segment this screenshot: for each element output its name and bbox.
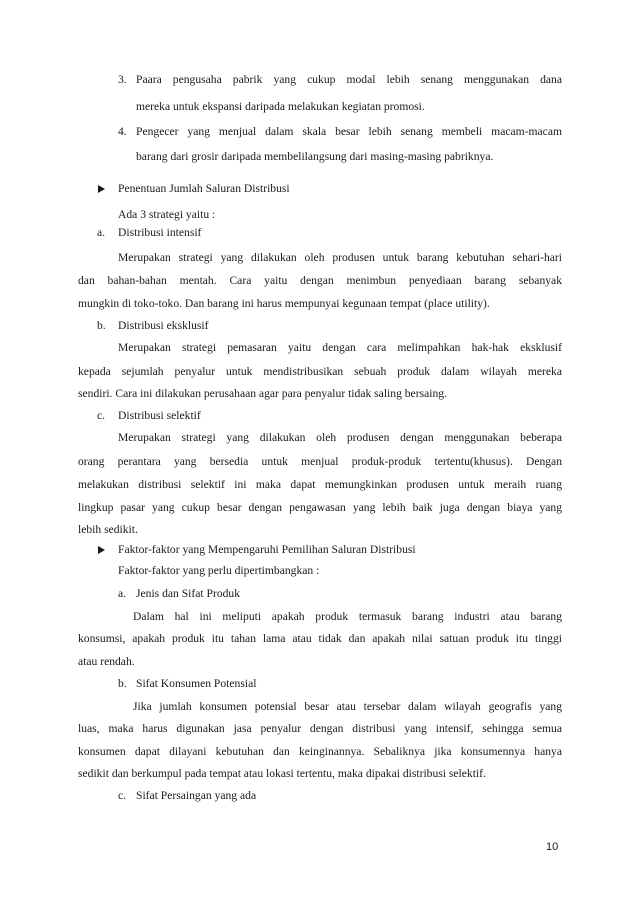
- section-1-item-a-line-2: dan bahan-bahan mentah. Cara yaitu dengan menimbun penyediaan barang sebanyak: [78, 274, 562, 287]
- section-2-item-a-line-2: konsumsi, apakah produk itu tahan lama atau tidak dan apakah nilai satuan produk itu tinggi: [78, 632, 562, 645]
- arrow-bullet-icon: [98, 546, 105, 554]
- section-2-item-b-line-3: konsumen dapat dilayani kebutuhan dan keinginannya. Sebaliknya jika konsumennya hanya: [78, 745, 562, 758]
- section-1-item-c-line-5: lebih sedikit.: [78, 523, 138, 536]
- section-2-item-b-letter: b.: [118, 677, 127, 690]
- list-number-4: 4.: [118, 125, 127, 138]
- section-2-item-b-title: Sifat Konsumen Potensial: [136, 677, 257, 690]
- section-1-item-b-title: Distribusi eksklusif: [118, 319, 209, 332]
- section-1-item-c-letter: c.: [97, 409, 106, 422]
- list-item-3-line-2: mereka untuk ekspansi daripada melakukan kegiatan promosi.: [136, 100, 425, 113]
- section-1-heading: Penentuan Jumlah Saluran Distribusi: [98, 181, 290, 197]
- list-number-3: 3.: [118, 73, 127, 86]
- section-2-item-a-line-3: atau rendah.: [78, 655, 135, 668]
- section-1-item-c-line-1: Merupakan strategi yang dilakukan oleh produsen dengan menggunakan beberapa: [118, 431, 562, 444]
- section-2-intro: Faktor-faktor yang perlu dipertimbangkan :: [118, 564, 320, 577]
- section-2-heading: Faktor-faktor yang Mempengaruhi Pemilihan Saluran Distribusi: [98, 542, 416, 558]
- section-1-item-c-line-4: lingkup pasar yang cukup besar dengan pengawasan yang lebih baik juga dengan biaya yang: [78, 501, 562, 514]
- section-2-item-b-line-4: sedikit dan berkumpul pada tempat atau lokasi tertentu, maka dipakai distribusi selektif.: [78, 767, 486, 780]
- section-1-item-c-line-2: orang perantara yang bersedia untuk menjual produk-produk tertentu(khusus). Dengan: [78, 455, 562, 468]
- list-item-4-line-1: Pengecer yang menjual dalam skala besar lebih senang membeli macam-macam: [136, 125, 562, 138]
- section-1-item-a-line-1: Merupakan strategi yang dilakukan oleh produsen untuk barang kebutuhan sehari-hari: [118, 251, 562, 264]
- section-2-item-b-line-1: Jika jumlah konsumen potensial besar atau tersebar dalam wilayah geografis yang: [133, 700, 562, 713]
- section-2-item-c-letter: c.: [118, 789, 127, 802]
- list-item-4-line-2: barang dari grosir daripada membelilangsung dari masing-masing pabriknya.: [136, 150, 494, 163]
- list-item-3-line-1: Paara pengusaha pabrik yang cukup modal lebih senang menggunakan dana: [136, 73, 562, 86]
- section-1-item-c-title: Distribusi selektif: [118, 409, 201, 422]
- section-2-item-c-title: Sifat Persaingan yang ada: [136, 789, 257, 802]
- section-1-item-a-title: Distribusi intensif: [118, 226, 202, 239]
- section-1-item-b-letter: b.: [97, 319, 106, 332]
- section-1-item-a-line-3: mungkin di toko-toko. Dan barang ini harus mempunyai kegunaan tempat (place utility).: [78, 297, 490, 310]
- page-number: 10: [546, 841, 559, 853]
- section-2-item-a-line-1: Dalam hal ini meliputi apakah produk termasuk barang industri atau barang: [133, 610, 562, 623]
- section-1-item-b-line-3: sendiri. Cara ini dilakukan perusahaan agar para penyalur tidak saling bersaing.: [78, 387, 447, 400]
- section-1-item-a-letter: a.: [97, 226, 106, 239]
- section-1-item-b-line-2: kepada sejumlah penyalur untuk mendistribusikan sebuah produk dalam wilayah mereka: [78, 365, 562, 378]
- section-2-item-a-letter: a.: [118, 587, 127, 600]
- section-2-item-a-title: Jenis dan Sifat Produk: [136, 587, 241, 600]
- arrow-bullet-icon: [98, 185, 105, 193]
- section-2-item-b-line-2: luas, maka harus digunakan jasa penyalur dengan distribusi yang intensif, sehingga semua: [78, 722, 562, 735]
- section-1-item-c-line-3: melakukan distribusi selektif ini maka dapat memungkinkan produsen untuk meraih ruang: [78, 478, 562, 491]
- section-1-item-b-line-1: Merupakan strategi pemasaran yaitu dengan cara melimpahkan hak-hak eksklusif: [118, 341, 562, 354]
- section-1-intro: Ada 3 strategi yaitu :: [118, 208, 216, 221]
